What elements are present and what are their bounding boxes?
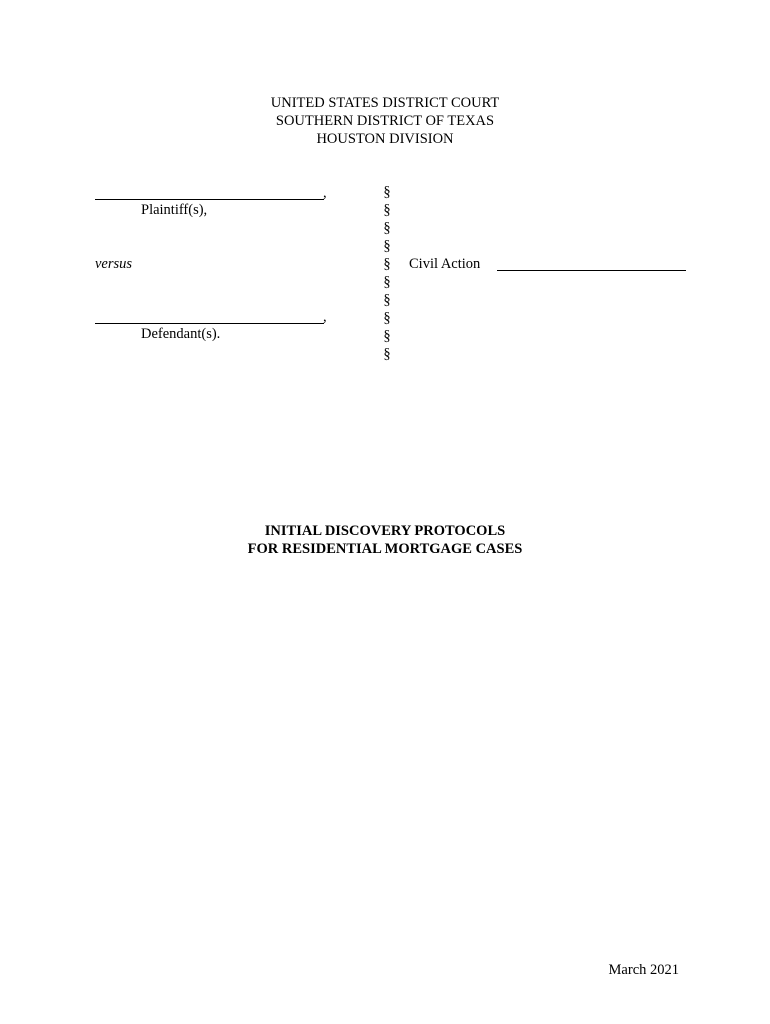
section-symbol: § <box>383 310 391 326</box>
versus-label: versus <box>95 256 133 272</box>
title-line-2: FOR RESIDENTIAL MORTGAGE CASES <box>247 541 523 557</box>
section-symbol: § <box>383 346 391 362</box>
section-symbol: § <box>383 292 391 308</box>
section-symbol: § <box>383 220 391 236</box>
document-date: March 2021 <box>608 962 679 978</box>
section-symbol: § <box>383 256 391 272</box>
defendant-comma: , <box>323 309 327 325</box>
title-line-1: INITIAL DISCOVERY PROTOCOLS <box>264 523 506 539</box>
court-district: SOUTHERN DISTRICT OF TEXAS <box>275 113 495 129</box>
court-name: UNITED STATES DISTRICT COURT <box>270 95 500 111</box>
plaintiff-comma: , <box>323 185 327 201</box>
defendant-label: Defendant(s). <box>141 326 221 342</box>
section-symbol: § <box>383 202 391 218</box>
civil-action-label: Civil Action <box>409 256 481 272</box>
section-symbol: § <box>383 274 391 290</box>
plaintiff-label: Plaintiff(s), <box>141 202 208 218</box>
section-symbol: § <box>383 238 391 254</box>
defendant-blank-line <box>95 323 324 324</box>
court-division: HOUSTON DIVISION <box>316 131 454 147</box>
section-symbol: § <box>383 184 391 200</box>
plaintiff-blank-line <box>95 199 324 200</box>
document-title <box>0 522 770 558</box>
section-symbol-column <box>381 183 393 363</box>
court-header <box>0 94 770 148</box>
civil-action-number-line <box>497 270 686 271</box>
section-symbol: § <box>383 328 391 344</box>
